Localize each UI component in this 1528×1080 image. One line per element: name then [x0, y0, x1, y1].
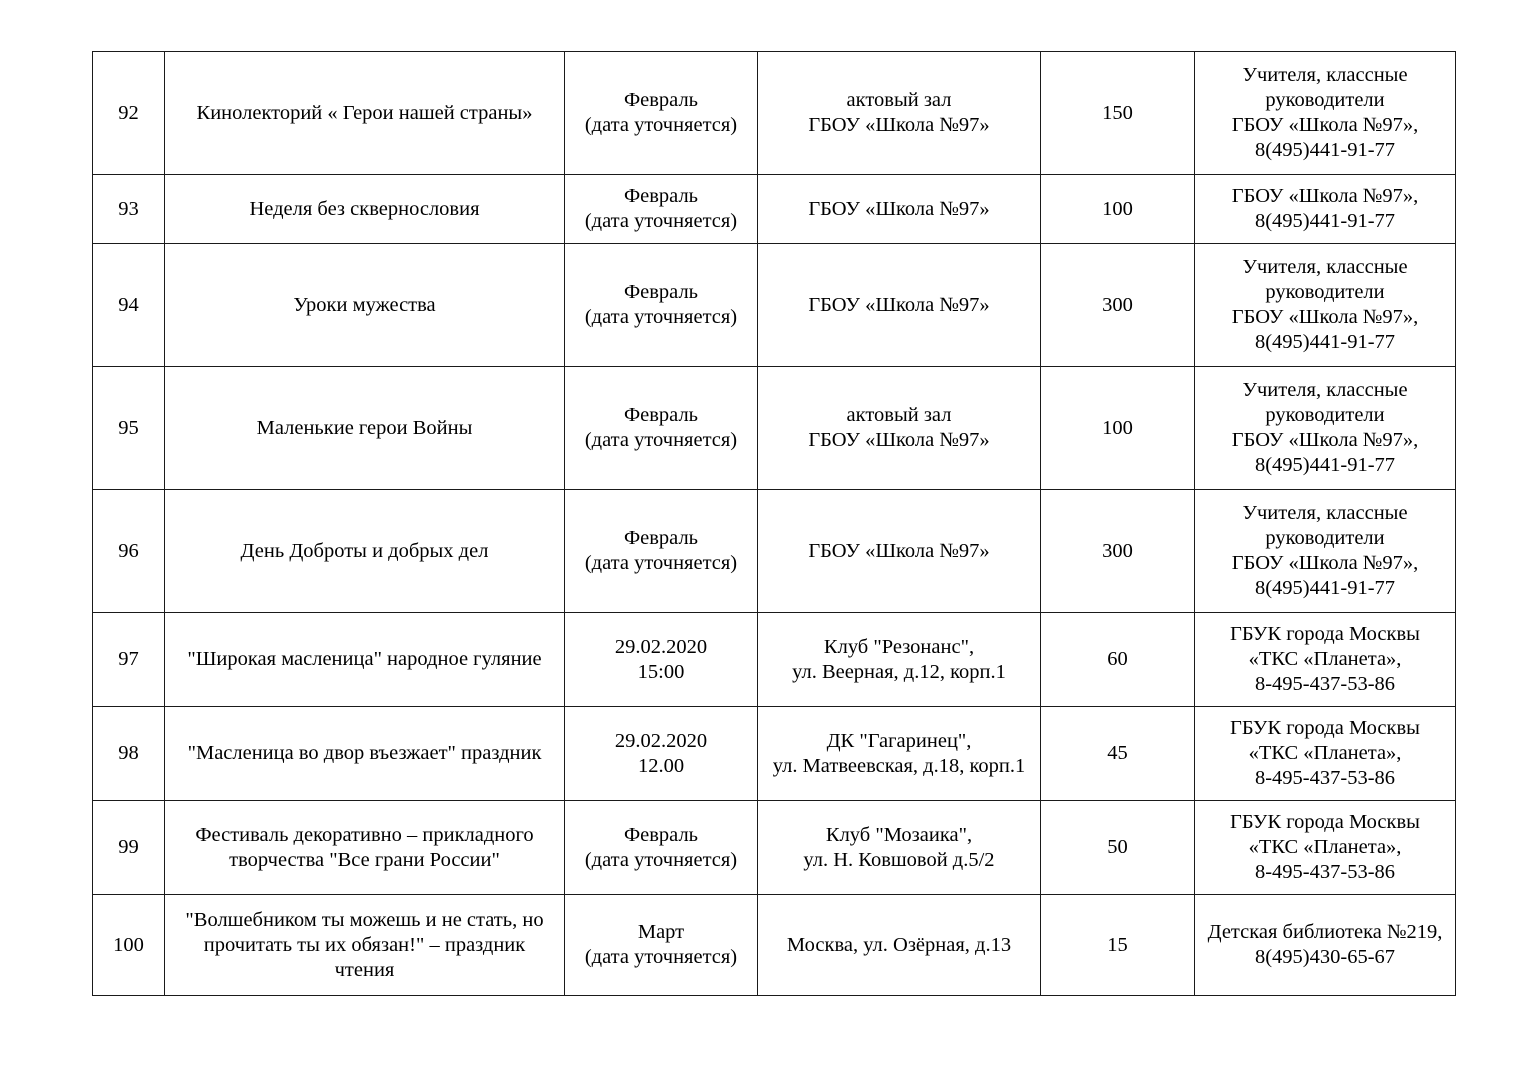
- event-date-cell-line: Февраль: [623, 185, 699, 207]
- event-place-cell: [758, 801, 1041, 895]
- organizer-contact-cell-line: Детская библиотека №219,: [1207, 921, 1443, 943]
- table-row: [93, 367, 1456, 490]
- organizer-contact-cell-line: руководители: [1265, 89, 1385, 111]
- event-name-cell-line: творчества "Все грани России": [229, 848, 500, 871]
- row-number-cell-value: 95: [118, 416, 139, 439]
- event-date-cell: [565, 707, 758, 801]
- participants-count-cell: [1041, 490, 1195, 613]
- organizer-contact-cell-line: ГБОУ «Школа №97»,: [1231, 114, 1419, 136]
- event-place-cell: [758, 244, 1041, 367]
- event-date-cell: [565, 801, 758, 895]
- event-name-cell: [165, 895, 565, 996]
- organizer-contact-cell-line: ГБУК города Москвы: [1230, 717, 1420, 739]
- organizer-contact-cell-line: «ТКС «Планета»,: [1248, 648, 1402, 670]
- event-date-cell: [565, 613, 758, 707]
- row-number-cell: [93, 175, 165, 244]
- event-place-cell-line: Москва, ул. Озёрная, д.13: [786, 933, 1012, 956]
- event-place-cell: [758, 707, 1041, 801]
- table-row: [93, 490, 1456, 613]
- participants-count-cell: [1041, 175, 1195, 244]
- organizer-contact-cell-line: Учителя, классные: [1242, 502, 1408, 524]
- row-number-cell-value: 99: [118, 836, 139, 858]
- participants-count-cell: [1041, 367, 1195, 490]
- event-date-cell-line: 15:00: [637, 660, 685, 683]
- organizer-contact-cell-line: 8(495)441-91-77: [1254, 331, 1396, 353]
- event-date-cell-line: (дата уточняется): [584, 946, 738, 968]
- event-place-cell-line: ГБОУ «Школа №97»: [808, 114, 990, 136]
- participants-count-cell-value: 100: [1102, 416, 1133, 439]
- row-number-cell: [93, 613, 165, 707]
- participants-count-cell-value: 50: [1107, 836, 1128, 858]
- organizer-contact-cell: [1195, 490, 1456, 613]
- organizer-contact-cell-line: «ТКС «Планета»,: [1248, 742, 1402, 764]
- events-table-body: [93, 52, 1456, 996]
- organizer-contact-cell-line: 8-495-437-53-86: [1254, 673, 1396, 695]
- event-date-cell: [565, 367, 758, 490]
- row-number-cell-value: 92: [118, 101, 139, 124]
- event-place-cell: [758, 175, 1041, 244]
- table-row: [93, 895, 1456, 996]
- participants-count-cell-value: 100: [1102, 197, 1133, 220]
- row-number-cell-value: 96: [118, 539, 139, 562]
- event-place-cell: [758, 613, 1041, 707]
- event-name-cell: [165, 490, 565, 613]
- row-number-cell-value: 98: [118, 742, 139, 764]
- participants-count-cell-value: 300: [1102, 539, 1133, 562]
- event-name-cell: [165, 175, 565, 244]
- event-date-cell-line: (дата уточняется): [584, 848, 738, 871]
- organizer-contact-cell-line: 8-495-437-53-86: [1254, 861, 1396, 883]
- organizer-contact-cell-line: 8-495-437-53-86: [1254, 767, 1396, 789]
- organizer-contact-cell: [1195, 175, 1456, 244]
- table-row: [93, 613, 1456, 707]
- organizer-contact-cell-line: 8(495)441-91-77: [1254, 139, 1396, 161]
- organizer-contact-cell-line: Учителя, классные: [1242, 64, 1408, 86]
- table-row: [93, 801, 1456, 895]
- organizer-contact-cell-line: ГБОУ «Школа №97»,: [1231, 306, 1419, 328]
- organizer-contact-cell: [1195, 895, 1456, 996]
- event-place-cell: [758, 52, 1041, 175]
- organizer-contact-cell-line: 8(495)441-91-77: [1254, 210, 1396, 232]
- event-date-cell: [565, 175, 758, 244]
- table-row: [93, 175, 1456, 244]
- participants-count-cell: [1041, 707, 1195, 801]
- event-name-cell-line: "Широкая масленица" народное гуляние: [187, 648, 542, 670]
- participants-count-cell-value: 150: [1102, 101, 1133, 124]
- event-place-cell-line: ГБОУ «Школа №97»: [808, 429, 990, 451]
- row-number-cell-value: 97: [118, 648, 139, 670]
- event-name-cell: [165, 613, 565, 707]
- event-name-cell-line: Уроки мужества: [293, 293, 436, 316]
- row-number-cell-value: 100: [113, 933, 144, 956]
- event-date-cell-line: (дата уточняется): [584, 429, 738, 451]
- event-date-cell: [565, 244, 758, 367]
- participants-count-cell-value: 300: [1102, 293, 1133, 316]
- event-name-cell-line: "Волшебником ты можешь и не стать, но: [185, 908, 544, 931]
- event-place-cell-line: ул. Матвеевская, д.18, корп.1: [772, 754, 1026, 777]
- organizer-contact-cell-line: «ТКС «Планета»,: [1248, 836, 1402, 858]
- row-number-cell: [93, 52, 165, 175]
- organizer-contact-cell-line: руководители: [1265, 404, 1385, 426]
- event-date-cell: [565, 52, 758, 175]
- organizer-contact-cell-line: 8(495)430-65-67: [1254, 946, 1396, 968]
- event-place-cell: [758, 895, 1041, 996]
- event-date-cell-line: 29.02.2020: [614, 729, 708, 752]
- organizer-contact-cell-line: ГБУК города Москвы: [1230, 811, 1420, 833]
- event-name-cell-line: Кинолекторий « Герои нашей страны»: [196, 101, 533, 124]
- event-date-cell-line: (дата уточняется): [584, 306, 738, 328]
- event-date-cell-line: 12.00: [637, 754, 685, 777]
- organizer-contact-cell: [1195, 52, 1456, 175]
- event-name-cell: [165, 52, 565, 175]
- event-name-cell-line: Фестиваль декоративно – прикладного: [195, 823, 534, 846]
- row-number-cell: [93, 895, 165, 996]
- event-name-cell-line: День Доброты и добрых дел: [240, 539, 489, 562]
- events-table: [92, 51, 1456, 996]
- event-name-cell-line: Маленькие герои Войны: [256, 416, 473, 439]
- event-date-cell-line: (дата уточняется): [584, 552, 738, 574]
- participants-count-cell: [1041, 52, 1195, 175]
- organizer-contact-cell-line: ГБОУ «Школа №97»,: [1231, 429, 1419, 451]
- table-row: [93, 244, 1456, 367]
- event-date-cell-line: Март: [637, 921, 685, 943]
- event-name-cell: [165, 707, 565, 801]
- event-date-cell-line: Февраль: [623, 89, 699, 111]
- row-number-cell: [93, 367, 165, 490]
- row-number-cell: [93, 490, 165, 613]
- organizer-contact-cell-line: ГБОУ «Школа №97»,: [1231, 552, 1419, 574]
- participants-count-cell: [1041, 613, 1195, 707]
- event-name-cell-line: "Масленица во двор въезжает" праздник: [187, 742, 542, 764]
- event-date-cell-line: Февраль: [623, 823, 699, 846]
- event-name-cell-line: чтения: [334, 958, 395, 981]
- event-place-cell-line: ГБОУ «Школа №97»: [808, 197, 990, 220]
- participants-count-cell: [1041, 244, 1195, 367]
- event-place-cell-line: Клуб "Резонанс",: [823, 635, 975, 658]
- event-date-cell-line: Февраль: [623, 527, 699, 549]
- organizer-contact-cell: [1195, 707, 1456, 801]
- organizer-contact-cell-line: 8(495)441-91-77: [1254, 577, 1396, 599]
- event-name-cell-line: прочитать ты их обязан!" – праздник: [203, 933, 526, 956]
- event-date-cell-line: (дата уточняется): [584, 210, 738, 232]
- event-date-cell: [565, 895, 758, 996]
- event-place-cell-line: ГБОУ «Школа №97»: [808, 539, 990, 562]
- event-name-cell: [165, 244, 565, 367]
- organizer-contact-cell: [1195, 613, 1456, 707]
- table-row: [93, 707, 1456, 801]
- row-number-cell: [93, 707, 165, 801]
- organizer-contact-cell: [1195, 244, 1456, 367]
- organizer-contact-cell-line: руководители: [1265, 527, 1385, 549]
- organizer-contact-cell-line: 8(495)441-91-77: [1254, 454, 1396, 476]
- row-number-cell-value: 93: [118, 197, 139, 220]
- participants-count-cell-value: 15: [1107, 933, 1128, 956]
- row-number-cell: [93, 801, 165, 895]
- organizer-contact-cell-line: Учителя, классные: [1242, 379, 1408, 401]
- event-date-cell-line: 29.02.2020: [614, 635, 708, 658]
- event-place-cell-line: ГБОУ «Школа №97»: [808, 293, 990, 316]
- event-date-cell-line: (дата уточняется): [584, 114, 738, 136]
- event-place-cell-line: ул. Н. Ковшовой д.5/2: [803, 848, 995, 871]
- event-place-cell-line: ДК "Гагаринец",: [826, 729, 972, 752]
- table-row: [93, 52, 1456, 175]
- event-name-cell: [165, 367, 565, 490]
- event-date-cell-line: Февраль: [623, 281, 699, 303]
- organizer-contact-cell-line: Учителя, классные: [1242, 256, 1408, 278]
- event-place-cell-line: актовый зал: [846, 404, 952, 426]
- event-place-cell: [758, 490, 1041, 613]
- organizer-contact-cell: [1195, 801, 1456, 895]
- event-name-cell-line: Неделя без сквернословия: [249, 197, 480, 220]
- participants-count-cell: [1041, 801, 1195, 895]
- row-number-cell: [93, 244, 165, 367]
- event-date-cell-line: Февраль: [623, 404, 699, 426]
- participants-count-cell-value: 45: [1107, 742, 1128, 764]
- organizer-contact-cell-line: руководители: [1265, 281, 1385, 303]
- event-place-cell: [758, 367, 1041, 490]
- event-place-cell-line: актовый зал: [846, 89, 952, 111]
- row-number-cell-value: 94: [118, 293, 139, 316]
- participants-count-cell-value: 60: [1107, 648, 1128, 670]
- event-date-cell: [565, 490, 758, 613]
- event-place-cell-line: Клуб "Мозаика",: [825, 823, 973, 846]
- event-name-cell: [165, 801, 565, 895]
- participants-count-cell: [1041, 895, 1195, 996]
- organizer-contact-cell-line: ГБОУ «Школа №97»,: [1231, 185, 1419, 207]
- organizer-contact-cell: [1195, 367, 1456, 490]
- organizer-contact-cell-line: ГБУК города Москвы: [1230, 623, 1420, 645]
- event-place-cell-line: ул. Веерная, д.12, корп.1: [792, 660, 1006, 683]
